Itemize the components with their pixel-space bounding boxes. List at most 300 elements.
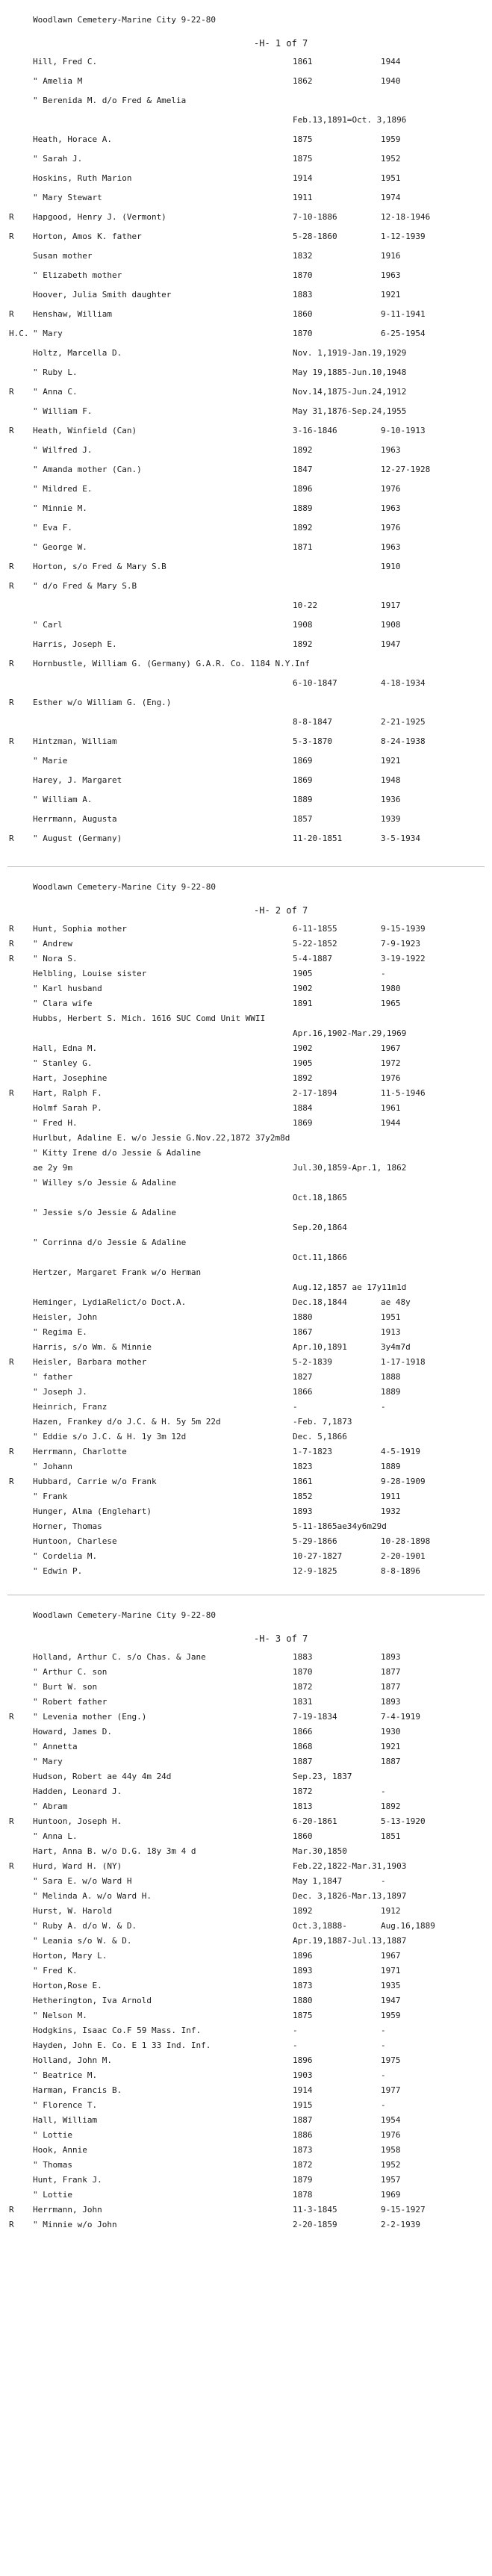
entry-date-2: 7-4-1919 — [381, 1712, 420, 1722]
entry-row — [0, 2220, 492, 2235]
entry-row — [0, 1223, 492, 1238]
entry-date-1: 1880 — [293, 1312, 313, 1322]
entry-row — [0, 1772, 492, 1787]
entry-row — [0, 1831, 492, 1846]
entry-date-1: 11-3-1845 — [293, 2205, 337, 2215]
entry-row — [0, 426, 492, 445]
entry-row — [0, 1801, 492, 1816]
entry-date-1: 1875 — [293, 154, 313, 164]
entry-name: " Ruby L. — [33, 367, 78, 377]
entry-date-1: Apr.10,1891 — [293, 1342, 347, 1352]
entry-date-2: 1916 — [381, 251, 401, 261]
entry-date-1: 1857 — [293, 814, 313, 824]
entry-date-1: 1914 — [293, 2085, 313, 2095]
entry-date-1: 7-10-1886 — [293, 212, 337, 222]
entry-mark: R — [9, 581, 14, 591]
entry-row — [0, 1014, 492, 1028]
entry-row — [0, 1536, 492, 1551]
entry-name: " Anna C. — [33, 387, 78, 397]
entry-name: " Beatrice M. — [33, 2070, 98, 2080]
entry-date-2: 1935 — [381, 1981, 401, 1990]
entry-row — [0, 736, 492, 756]
entry-name: Hadden, Leonard J. — [33, 1787, 122, 1796]
entry-row — [0, 76, 492, 96]
entry-date-2: 1921 — [381, 1742, 401, 1751]
entry-date-2: 11-5-1946 — [381, 1088, 426, 1098]
entry-name: Hudson, Robert ae 44y 4m 24d — [33, 1772, 172, 1781]
entry-row — [0, 969, 492, 984]
entry-date-2: 1939 — [381, 814, 401, 824]
entry-name: Hurlbut, Adaline E. w/o Jessie G.Nov.22,1872 37y2m8d — [33, 1133, 290, 1143]
entry-name: Hunt, Sophia mother — [33, 924, 127, 934]
entry-date-2: 1961 — [381, 1103, 401, 1113]
entry-row — [0, 1861, 492, 1876]
entry-date-1: - — [293, 2040, 298, 2050]
entry-date-1: 1861 — [293, 57, 313, 66]
entry-date-2: 8-8-1896 — [381, 1566, 420, 1576]
entry-date-1: 1823 — [293, 1462, 313, 1471]
entry-date-1: 3-16-1846 — [293, 426, 337, 435]
entry-date-1: 1902 — [293, 984, 313, 993]
entry-name: " Andrew — [33, 939, 72, 949]
entry-name: " Mary — [33, 329, 63, 338]
entry-row — [0, 1118, 492, 1133]
entry-mark: R — [9, 924, 14, 934]
entry-date-1: Oct.11,1866 — [293, 1253, 347, 1262]
entry-date-1: - — [293, 1402, 298, 1412]
entry-name: Hunt, Frank J. — [33, 2175, 102, 2185]
entry-date-1: 1866 — [293, 1387, 313, 1397]
entry-date-2: 1963 — [381, 445, 401, 455]
entry-date-1: 1892 — [293, 1073, 313, 1083]
entry-name: " Fred K. — [33, 1966, 78, 1976]
entry-date-2: 6-25-1954 — [381, 329, 426, 338]
entry-name: " Anna L. — [33, 1831, 78, 1841]
entry-name: Holmf Sarah P. — [33, 1103, 102, 1113]
entry-row — [0, 834, 492, 853]
entry-date-2: 1932 — [381, 1506, 401, 1516]
entry-name: " Elizabeth mother — [33, 270, 122, 280]
entry-name: " Berenida M. d/o Fred & Amelia — [33, 96, 187, 105]
register-section — [0, 0, 492, 867]
entry-date-1: 1869 — [293, 1118, 313, 1128]
entry-date-2: 9-11-1941 — [381, 309, 426, 319]
entry-name: " Cordelia M. — [33, 1551, 98, 1561]
entry-name: Hubbs, Herbert S. Mich. 1616 SUC Comd Unit WWII — [33, 1014, 266, 1023]
section-divider — [7, 1581, 485, 1595]
entry-date-1: 1896 — [293, 2055, 313, 2065]
entry-row — [0, 795, 492, 814]
entry-row — [0, 1372, 492, 1387]
entry-date-2: 1889 — [381, 1387, 401, 1397]
entry-mark: R — [9, 834, 14, 843]
entry-date-1: 1911 — [293, 193, 313, 202]
entry-date-1: 1831 — [293, 1697, 313, 1707]
entry-row — [0, 1103, 492, 1118]
entry-name: Henshaw, William — [33, 309, 112, 319]
entry-row — [0, 1996, 492, 2011]
entry-date-2: 1963 — [381, 542, 401, 552]
entry-name: " Joseph J. — [33, 1387, 87, 1397]
entry-row — [0, 1712, 492, 1727]
entry-mark: R — [9, 309, 14, 319]
entry-name: " Amanda mother (Can.) — [33, 465, 142, 474]
entry-date-1: 1869 — [293, 775, 313, 785]
entry-name: Harris, Joseph E. — [33, 639, 117, 649]
entry-date-1: 5-11-1865ae34y6m29d — [293, 1521, 387, 1531]
entry-row — [0, 600, 492, 620]
entry-date-1: 1915 — [293, 2100, 313, 2110]
entry-date-1: 1892 — [293, 639, 313, 649]
entry-date-1: 1883 — [293, 1652, 313, 1662]
entry-row — [0, 2100, 492, 2115]
entry-row — [0, 2026, 492, 2040]
entry-row — [0, 348, 492, 367]
entry-row — [0, 367, 492, 387]
entry-date-2: 1976 — [381, 1073, 401, 1083]
entry-row — [0, 1682, 492, 1697]
entry-mark: R — [9, 387, 14, 397]
entry-row — [0, 290, 492, 309]
section-divider — [7, 853, 485, 867]
entry-row — [0, 562, 492, 581]
entry-date-1: 1893 — [293, 1966, 313, 1976]
entry-date-1: 1886 — [293, 2130, 313, 2140]
entry-date-1: 1868 — [293, 1742, 313, 1751]
entry-row — [0, 2160, 492, 2175]
entry-name: " Abram — [33, 1801, 68, 1811]
entry-row — [0, 1551, 492, 1566]
entry-name: " Willey s/o Jessie & Adaline — [33, 1178, 177, 1188]
entry-date-1: 1914 — [293, 173, 313, 183]
entry-date-1: Feb.22,1822-Mar.31,1903 — [293, 1861, 407, 1871]
entry-date-1: 1867 — [293, 1327, 313, 1337]
entry-date-1: Sep.20,1864 — [293, 1223, 347, 1232]
entry-date-2: 1947 — [381, 1996, 401, 2005]
entry-date-2: 1963 — [381, 503, 401, 513]
entry-row — [0, 1058, 492, 1073]
entry-mark: R — [9, 1357, 14, 1367]
entry-date-1: Apr.19,1887-Jul.13,1887 — [293, 1936, 407, 1946]
entry-date-2: 9-15-1927 — [381, 2205, 426, 2215]
entry-date-2: 12-27-1928 — [381, 465, 431, 474]
entry-date-1: 1862 — [293, 76, 313, 86]
entry-row — [0, 445, 492, 465]
entry-date-2: 2-2-1939 — [381, 2220, 420, 2229]
entry-date-1: May 31,1876-Sep.24,1955 — [293, 406, 407, 416]
entry-date-2: 1959 — [381, 2011, 401, 2020]
entry-date-1: Sep.23, 1837 — [293, 1772, 352, 1781]
entry-name: Heinrich, Franz — [33, 1402, 108, 1412]
entry-mark: R — [9, 659, 14, 668]
entry-name: Hazen, Frankey d/o J.C. & H. 5y 5m 22d — [33, 1417, 221, 1427]
entry-row — [0, 1267, 492, 1282]
entry-row — [0, 1521, 492, 1536]
entry-row — [0, 1477, 492, 1492]
entry-name: Holland, Arthur C. s/o Chas. & Jane — [33, 1652, 206, 1662]
entry-row — [0, 1312, 492, 1327]
entry-name: " William F. — [33, 406, 93, 416]
entry-date-1: 1892 — [293, 523, 313, 533]
entry-date-1: 1866 — [293, 1727, 313, 1737]
entry-date-2: 1951 — [381, 173, 401, 183]
entry-date-1: 1896 — [293, 484, 313, 494]
entry-row — [0, 639, 492, 659]
entry-row — [0, 1462, 492, 1477]
entry-name: " Mildred E. — [33, 484, 93, 494]
entry-date-2: 1980 — [381, 984, 401, 993]
entry-row — [0, 1981, 492, 1996]
entry-name: " Clara wife — [33, 999, 93, 1008]
entry-row — [0, 1891, 492, 1906]
entry-name: Heisler, John — [33, 1312, 98, 1322]
entry-row — [0, 1846, 492, 1861]
entry-mark: R — [9, 562, 14, 571]
entry-date-1: 1869 — [293, 756, 313, 766]
entry-name: Huntoon, Charlese — [33, 1536, 117, 1546]
entry-date-2: 1917 — [381, 600, 401, 610]
entry-date-1: May 1,1847 — [293, 1876, 343, 1886]
entry-row — [0, 698, 492, 717]
entry-name: Heminger, LydiaRelict/o Doct.A. — [33, 1297, 187, 1307]
entry-name: Horton, Mary L. — [33, 1951, 108, 1961]
entry-date-1: 5-22-1852 — [293, 939, 337, 949]
entry-row — [0, 1742, 492, 1757]
section-header: Woodlawn Cemetery-Marine City 9-22-80 — [33, 882, 217, 892]
entry-date-2: 1976 — [381, 523, 401, 533]
entry-date-2: 1976 — [381, 484, 401, 494]
entry-date-2: 1958 — [381, 2145, 401, 2155]
entry-date-2: 1965 — [381, 999, 401, 1008]
entry-name: Horton, s/o Fred & Mary S.B — [33, 562, 166, 571]
entry-name: " Annetta — [33, 1742, 78, 1751]
entry-date-1: 1870 — [293, 270, 313, 280]
entry-row — [0, 484, 492, 503]
entry-name: Hall, Edna M. — [33, 1043, 98, 1053]
entry-date-2: - — [381, 1402, 386, 1412]
entry-row — [0, 96, 492, 115]
entry-row — [0, 1327, 492, 1342]
entry-name: Herrmann, John — [33, 2205, 102, 2215]
entry-row — [0, 1906, 492, 1921]
entry-mark: R — [9, 1816, 14, 1826]
entry-name: Hurd, Ward H. (NY) — [33, 1861, 122, 1871]
entry-name: Hall, William — [33, 2115, 98, 2125]
entry-name: " William A. — [33, 795, 93, 804]
entry-name: Hornbustle, William G. (Germany) G.A.R. Co. 1184 N.Y.Inf — [33, 659, 310, 668]
entry-row — [0, 1163, 492, 1178]
section-header: Woodlawn Cemetery-Marine City 9-22-80 — [33, 15, 217, 25]
entry-name: Hintzman, William — [33, 736, 117, 746]
entry-date-1: 1880 — [293, 1996, 313, 2005]
entry-name: " Regima E. — [33, 1327, 87, 1337]
entry-name: Hetherington, Iva Arnold — [33, 1996, 152, 2005]
entry-row — [0, 1028, 492, 1043]
entry-date-2: 7-9-1923 — [381, 939, 420, 949]
entry-row — [0, 2055, 492, 2070]
entry-date-1: May 19,1885-Jun.10,1948 — [293, 367, 407, 377]
entry-date-1: - — [293, 2026, 298, 2035]
entry-row — [0, 1951, 492, 1966]
entry-row — [0, 1921, 492, 1936]
entry-date-1: 11-20-1851 — [293, 834, 343, 843]
entry-row — [0, 1697, 492, 1712]
entry-date-1: 1887 — [293, 1757, 313, 1766]
entry-row — [0, 406, 492, 426]
entry-name: " Kitty Irene d/o Jessie & Adaline — [33, 1148, 202, 1158]
entry-name: Horner, Thomas — [33, 1521, 102, 1531]
entry-name: Howard, James D. — [33, 1727, 112, 1737]
entry-date-1: 1861 — [293, 1477, 313, 1486]
entry-name: Huntoon, Joseph H. — [33, 1816, 122, 1826]
entry-date-1: 1903 — [293, 2070, 313, 2080]
entry-name: Hart, Ralph F. — [33, 1088, 102, 1098]
entry-row — [0, 1432, 492, 1447]
entry-date-2: 1911 — [381, 1492, 401, 1501]
entry-date-1: Nov. 1,1919-Jan.19,1929 — [293, 348, 407, 358]
entry-row — [0, 251, 492, 270]
entry-name: " father — [33, 1372, 72, 1382]
entry-row — [0, 1966, 492, 1981]
entry-name: " Eddie s/o J.C. & H. 1y 3m 12d — [33, 1432, 187, 1441]
entry-mark: R — [9, 232, 14, 241]
entry-name: Harman, Francis B. — [33, 2085, 122, 2095]
entry-date-2: 1877 — [381, 1682, 401, 1692]
entry-mark: R — [9, 1712, 14, 1722]
entry-row — [0, 2145, 492, 2160]
entry-name: " August (Germany) — [33, 834, 122, 843]
entry-date-2: 1957 — [381, 2175, 401, 2185]
entry-date-1: 1873 — [293, 1981, 313, 1990]
entry-date-1: 1905 — [293, 969, 313, 978]
entry-name: " Lottie — [33, 2190, 72, 2200]
entry-mark: R — [9, 698, 14, 707]
entry-date-1: 1813 — [293, 1801, 313, 1811]
entry-row — [0, 2085, 492, 2100]
entry-row — [0, 939, 492, 954]
entry-date-1: 1871 — [293, 542, 313, 552]
entry-date-1: 1870 — [293, 1667, 313, 1677]
entry-date-2: 1954 — [381, 2115, 401, 2125]
entry-name: Horton,Rose E. — [33, 1981, 102, 1990]
entry-date-1: 1875 — [293, 134, 313, 144]
entry-name: " Thomas — [33, 2160, 72, 2170]
entry-row — [0, 678, 492, 698]
entry-name: " Burt W. son — [33, 1682, 98, 1692]
entry-date-2: 10-28-1898 — [381, 1536, 431, 1546]
entry-date-1: Oct.18,1865 — [293, 1193, 347, 1202]
entry-date-1: 1892 — [293, 1906, 313, 1916]
entry-row — [0, 309, 492, 329]
entry-date-1: 1872 — [293, 1787, 313, 1796]
entry-name: Hubbard, Carrie w/o Frank — [33, 1477, 157, 1486]
entry-name: " Marie — [33, 756, 68, 766]
entry-name: Harris, s/o Wm. & Minnie — [33, 1342, 152, 1352]
entry-date-1: 5-29-1866 — [293, 1536, 337, 1546]
entry-date-2: 4-18-1934 — [381, 678, 426, 688]
entry-date-2: 9-28-1909 — [381, 1477, 426, 1486]
entry-name: Heath, Horace A. — [33, 134, 112, 144]
entry-date-1: 1893 — [293, 1506, 313, 1516]
entry-row — [0, 1402, 492, 1417]
entry-date-2: 1888 — [381, 1372, 401, 1382]
entry-date-1: 1905 — [293, 1058, 313, 1068]
entry-name: " Carl — [33, 620, 63, 630]
entry-date-2: 12-18-1946 — [381, 212, 431, 222]
entry-date-2: 1-12-1939 — [381, 232, 426, 241]
entry-date-1: 1860 — [293, 309, 313, 319]
entry-name: Esther w/o William G. (Eng.) — [33, 698, 172, 707]
section-page-label: -H- 1 of 7 — [254, 38, 308, 49]
entry-row — [0, 2070, 492, 2085]
entry-date-2: 1977 — [381, 2085, 401, 2095]
entry-date-1: 1883 — [293, 290, 313, 300]
entry-row — [0, 1652, 492, 1667]
entry-date-1: Dec. 3,1826-Mar.13,1897 — [293, 1891, 407, 1901]
entry-mark: R — [9, 939, 14, 949]
entry-date-1: 1827 — [293, 1372, 313, 1382]
entry-name: Susan mother — [33, 251, 93, 261]
entry-row — [0, 984, 492, 999]
entry-date-2: 1972 — [381, 1058, 401, 1068]
entry-name: " Ruby A. d/o W. & D. — [33, 1921, 137, 1931]
entry-date-2: 1951 — [381, 1312, 401, 1322]
register-section — [0, 1595, 492, 2235]
entry-date-2: 1889 — [381, 1462, 401, 1471]
entry-row — [0, 1387, 492, 1402]
entry-name: " Johann — [33, 1462, 72, 1471]
entry-date-1: 5-3-1870 — [293, 736, 332, 746]
entry-name: Herrmann, Augusta — [33, 814, 117, 824]
entry-date-2: 1952 — [381, 154, 401, 164]
entry-name: Heisler, Barbara mother — [33, 1357, 147, 1367]
entry-row — [0, 523, 492, 542]
entry-date-1: 1879 — [293, 2175, 313, 2185]
entry-date-2: 1930 — [381, 1727, 401, 1737]
entry-row — [0, 2205, 492, 2220]
entry-name: Hunger, Alma (Englehart) — [33, 1506, 152, 1516]
entry-mark: R — [9, 736, 14, 746]
entry-row — [0, 154, 492, 173]
entry-date-2: 1959 — [381, 134, 401, 144]
entry-row — [0, 1506, 492, 1521]
entry-row — [0, 503, 492, 523]
entry-name: " Lottie — [33, 2130, 72, 2140]
entry-row — [0, 2115, 492, 2130]
register-section — [0, 867, 492, 1595]
entry-name: " Sarah J. — [33, 154, 83, 164]
entry-date-1: 6-10-1847 — [293, 678, 337, 688]
entry-row — [0, 329, 492, 348]
entry-date-2: 1975 — [381, 2055, 401, 2065]
entry-row — [0, 542, 492, 562]
section-header: Woodlawn Cemetery-Marine City 9-22-80 — [33, 1610, 217, 1620]
entry-date-1: 7-19-1834 — [293, 1712, 337, 1722]
entry-date-1: 5-2-1839 — [293, 1357, 332, 1367]
entry-row — [0, 999, 492, 1014]
entry-date-2: 1921 — [381, 290, 401, 300]
entry-date-1: 1892 — [293, 445, 313, 455]
entry-row — [0, 1088, 492, 1103]
entry-date-2: 1940 — [381, 76, 401, 86]
entry-name: " Nelson M. — [33, 2011, 87, 2020]
entry-date-2: 1971 — [381, 1966, 401, 1976]
entry-date-2: 5-13-1920 — [381, 1816, 426, 1826]
entry-row — [0, 1238, 492, 1253]
entry-row — [0, 1073, 492, 1088]
entry-date-2: 1947 — [381, 639, 401, 649]
entry-date-2: 1976 — [381, 2130, 401, 2140]
